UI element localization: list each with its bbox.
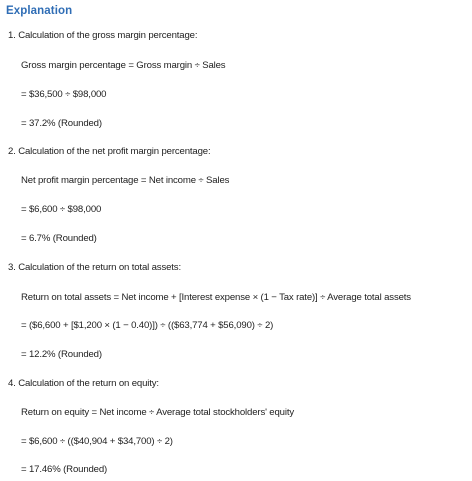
section-3-heading: 3. Calculation of the return on total assets: bbox=[8, 262, 181, 273]
section-2-formula: Net profit margin percentage = Net income ÷ Sales bbox=[21, 175, 230, 186]
section-2-result: = 6.7% (Rounded) bbox=[21, 233, 97, 244]
section-3-formula: Return on total assets = Net income + [Interest expense × (1 − Tax rate)] ÷ Average total assets bbox=[21, 292, 411, 303]
section-1-heading: 1. Calculation of the gross margin percentage: bbox=[8, 30, 198, 41]
section-4-formula: Return on equity = Net income ÷ Average total stockholders' equity bbox=[21, 407, 294, 418]
section-4-substitution: = $6,600 ÷ (($40,904 + $34,700) ÷ 2) bbox=[21, 436, 173, 447]
section-1-formula: Gross margin percentage = Gross margin ÷ Sales bbox=[21, 60, 226, 71]
explanation-title: Explanation bbox=[6, 5, 73, 17]
section-1-substitution: = $36,500 ÷ $98,000 bbox=[21, 89, 107, 100]
section-1-result: = 37.2% (Rounded) bbox=[21, 118, 102, 129]
section-2-heading: 2. Calculation of the net profit margin percentage: bbox=[8, 146, 211, 157]
section-4-heading: 4. Calculation of the return on equity: bbox=[8, 378, 159, 389]
section-4-result: = 17.46% (Rounded) bbox=[21, 464, 108, 475]
section-3-result: = 12.2% (Rounded) bbox=[21, 349, 102, 360]
section-2-substitution: = $6,600 ÷ $98,000 bbox=[21, 204, 102, 215]
section-3-substitution: = ($6,600 + [$1,200 × (1 − 0.40)]) ÷ (($63,774 + $56,090) ÷ 2) bbox=[21, 320, 274, 331]
